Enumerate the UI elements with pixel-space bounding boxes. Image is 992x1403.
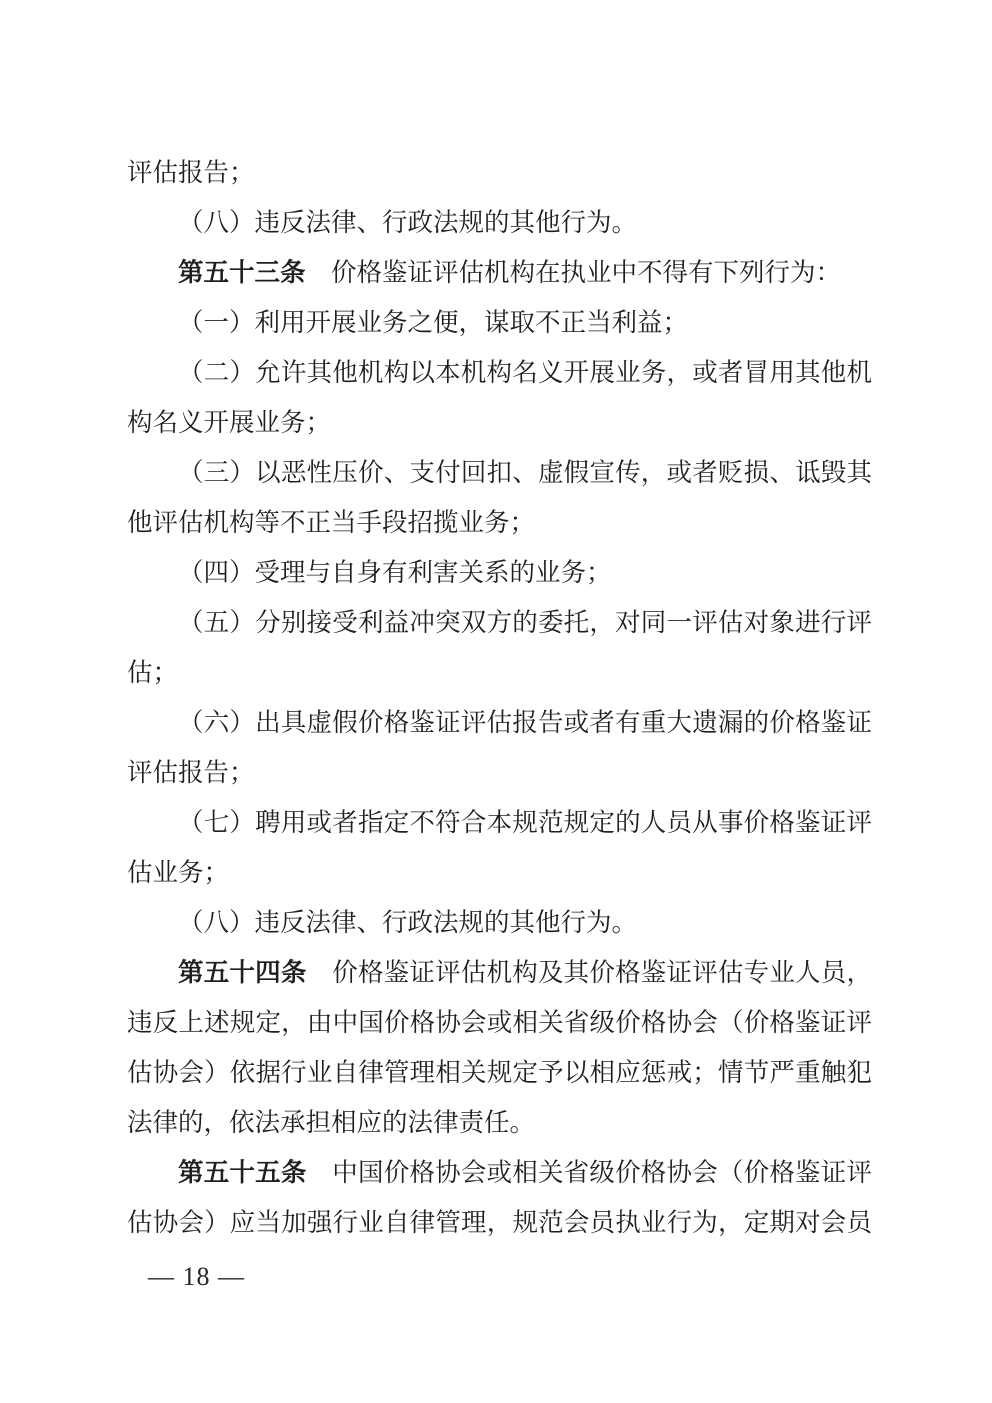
text-run: 评估报告； <box>127 758 255 787</box>
text-run: 评估报告； <box>127 158 255 187</box>
text-run: 估协会）依据行业自律管理相关规定予以相应惩戒；情节严重触犯 <box>127 1058 872 1087</box>
text-line <box>127 998 872 1048</box>
text-line <box>127 1148 872 1198</box>
text-run: （八）违反法律、行政法规的其他行为。 <box>178 908 638 937</box>
text-line <box>127 398 872 448</box>
text-run: （二）允许其他机构以本机构名义开展业务，或者冒用其他机 <box>178 358 872 387</box>
text-line <box>127 648 872 698</box>
text-line <box>127 548 872 598</box>
text-run: （七）聘用或者指定不符合本规范规定的人员从事价格鉴证评 <box>178 808 872 837</box>
text-line <box>127 298 872 348</box>
article-number: 第五十五条 <box>178 1158 307 1187</box>
article-number: 第五十四条 <box>178 958 307 987</box>
text-run: （一）利用开展业务之便，谋取不正当利益； <box>178 308 689 337</box>
text-line <box>127 898 872 948</box>
text-run: 估； <box>127 658 179 687</box>
text-line <box>127 848 872 898</box>
text-line <box>127 1098 872 1148</box>
text-line <box>127 498 872 548</box>
text-line <box>127 148 872 198</box>
text-line <box>127 698 872 748</box>
text-run: 构名义开展业务； <box>127 408 332 437</box>
page-number: — 18 — <box>148 1262 245 1291</box>
text-line <box>127 948 872 998</box>
text-line <box>127 798 872 848</box>
text-run: 价格鉴证评估机构在执业中不得有下列行为： <box>305 258 842 287</box>
text-run: 违反上述规定，由中国价格协会或相关省级价格协会（价格鉴证评 <box>127 1008 872 1037</box>
article-number: 第五十三条 <box>178 258 306 287</box>
text-run: 他评估机构等不正当手段招揽业务； <box>127 508 536 537</box>
text-run: （八）违反法律、行政法规的其他行为。 <box>178 208 638 237</box>
text-run: （五）分别接受利益冲突双方的委托，对同一评估对象进行评 <box>178 608 872 637</box>
text-run: （六）出具虚假价格鉴证评估报告或者有重大遗漏的价格鉴证 <box>178 708 872 737</box>
page-footer <box>148 1259 245 1295</box>
text-run: 法律的，依法承担相应的法律责任。 <box>127 1108 536 1137</box>
text-run: （四）受理与自身有利害关系的业务； <box>178 558 612 587</box>
text-run: 估协会）应当加强行业自律管理，规范会员执业行为，定期对会员 <box>127 1208 872 1237</box>
text-line <box>127 1048 872 1098</box>
text-run: 估业务； <box>127 858 230 887</box>
text-run: 价格鉴证评估机构及其价格鉴证评估专业人员， <box>306 958 872 987</box>
text-line <box>127 1198 872 1248</box>
text-line <box>127 448 872 498</box>
text-line <box>127 598 872 648</box>
text-line <box>127 748 872 798</box>
text-run: 中国价格协会或相关省级价格协会（价格鉴证评 <box>306 1158 872 1187</box>
document-body <box>127 148 872 1248</box>
text-line <box>127 198 872 248</box>
text-run: （三）以恶性压价、支付回扣、虚假宣传，或者贬损、诋毁其 <box>178 458 872 487</box>
text-line <box>127 348 872 398</box>
text-line <box>127 248 872 298</box>
